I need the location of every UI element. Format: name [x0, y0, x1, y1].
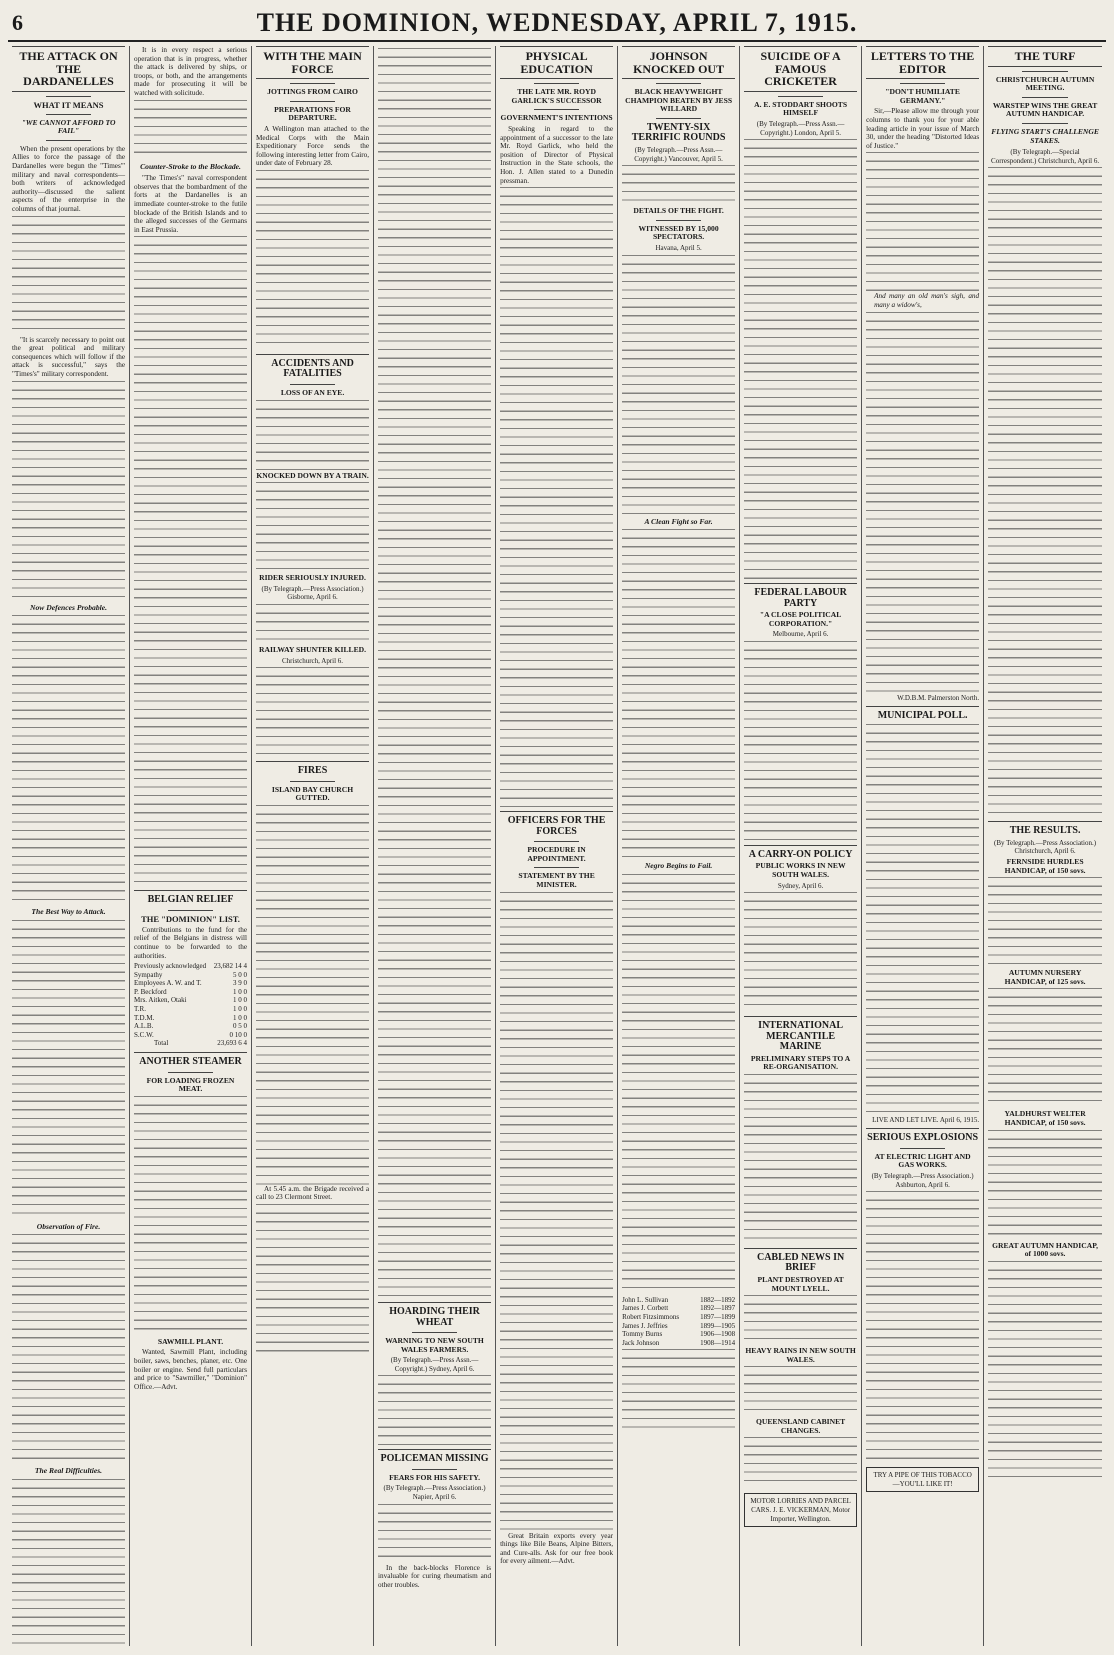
letter-opening: Sir,—Please allow me through your columns to thank you for your able leading article in your issue of March 30, under the heading "Distorted Ideas of Justice.": [866, 107, 980, 150]
table-row: [134, 971, 247, 980]
headline-explosions: SERIOUS EXPLOSIONS: [867, 1132, 979, 1144]
champion-name: John L. Sullivan: [622, 1295, 669, 1304]
section-heading: The Real Difficulties.: [34, 1466, 103, 1476]
byline: (By Telegraph.—Press Association.) Christchurch, April 6.: [994, 838, 1097, 856]
page-number: 6: [12, 10, 23, 35]
subhead-stoddart: A. E. STODDART SHOOTS HIMSELF: [754, 99, 848, 118]
row-label: T.D.M.: [134, 1013, 155, 1022]
champion-name: Jack Johnson: [622, 1338, 660, 1347]
table-row: [134, 996, 247, 1005]
advertisement: MOTOR LORRIES AND PARCEL CARS. J. E. VICKERMAN, Motor Importer, Wellington.: [744, 1493, 857, 1527]
article-lead: Speaking in regard to the appointment of a successor to the late Mr. Royd Garlick, who held the position of Director of Physical Instruction in the State schools, the Hon. J. Allen stated to a Dunedin pressman.: [500, 124, 614, 185]
table-row: [622, 1304, 735, 1313]
headline-officers: OFFICERS FOR THE FORCES: [507, 815, 606, 837]
race-heading: FERNSIDE HURDLES HANDICAP, of 150 sovs.: [1004, 857, 1086, 875]
column-9: [984, 46, 1106, 1646]
table-row: [622, 1296, 735, 1305]
column-8: [862, 46, 984, 1646]
signoff: W.D.B.M. Palmerston North.: [897, 693, 980, 702]
article-para: It is in every respect a serious operation that is in progress, whether the attack is delivered by ships, or troops, or both, and the arrangements made for prosecuting it will be watched with solicitude.: [134, 46, 248, 97]
subhead-public-works: PUBLIC WORKS IN NEW SOUTH WALES.: [755, 861, 846, 880]
article-para: "The Times's" naval correspondent observes that the bombardment of the forts at the Dardanelles is an immediate counter-stroke to the futile blockade of the British Islands and to the alleged successes of the Germans in East Prussia.: [134, 174, 248, 234]
subhead-departure: PREPARATIONS FOR DEPARTURE.: [274, 104, 351, 123]
row-amount: 1 0 0: [233, 996, 248, 1005]
row-amount: 5 0 0: [233, 970, 248, 979]
table-row: [134, 1022, 247, 1031]
headline-fires: FIRES: [297, 765, 328, 777]
byline: (By Telegraph.—Press Association.) Gisborne, April 6.: [261, 584, 364, 602]
subhead-warstep: WARSTEP WINS THE GREAT AUTUMN HANDICAP.: [992, 100, 1098, 119]
row-label: A.L.B.: [134, 1022, 154, 1031]
table-row: [134, 988, 247, 997]
table-row: [134, 1031, 247, 1040]
column-1: [8, 46, 130, 1646]
champion-name: James J. Corbett: [622, 1304, 669, 1313]
column-2: [130, 46, 252, 1646]
column-7: [740, 46, 862, 1646]
headline-cricketer: SUICIDE OF A FAMOUS CRICKETER: [744, 46, 857, 92]
table-row: [134, 1039, 247, 1048]
section-heading: Counter-Stroke to the Blockade.: [140, 161, 241, 171]
subhead-safety: FEARS FOR HIS SAFETY.: [389, 1472, 480, 1482]
race-heading: AUTUMN NURSERY HANDICAP, of 125 sovs.: [1004, 968, 1086, 986]
subhead-mount-lyell: PLANT DESTROYED AT MOUNT LYELL.: [757, 1274, 844, 1293]
subhead-government: GOVERNMENT'S INTENTIONS: [500, 113, 613, 123]
champion-name: Tommy Burns: [622, 1330, 663, 1339]
section-heading: Negro Begins to Fail.: [644, 861, 713, 871]
table-row: [134, 962, 247, 971]
race-heading: YALDHURST WELTER HANDICAP, of 150 sovs.: [1004, 1109, 1086, 1127]
poem-line: And many an old man's sigh, and many a widow's,: [874, 292, 980, 309]
headline-turf: THE TURF: [988, 46, 1102, 67]
subhead-gas-works: AT ELECTRIC LIGHT AND GAS WORKS.: [874, 1151, 971, 1170]
champion-years: 1882—1892: [700, 1295, 736, 1304]
subhead-what-it-means: WHAT IT MEANS: [33, 99, 104, 110]
headline-another-steamer: ANOTHER STEAMER: [139, 1056, 242, 1068]
row-amount: 0 5 0: [233, 1022, 248, 1031]
row-label: Sympathy: [134, 970, 163, 979]
subhead-church: ISLAND BAY CHURCH GUTTED.: [271, 784, 354, 803]
signoff: LIVE AND LET LIVE. April 6, 1915.: [872, 1115, 980, 1124]
subhead-minister: STATEMENT BY THE MINISTER.: [518, 871, 595, 889]
dateline: Melbourne, April 6.: [772, 630, 829, 639]
article-para: At 5.45 a.m. the Brigade received a call to 23 Clermont Street.: [256, 1184, 370, 1202]
row-amount: 23,682 14 4: [213, 962, 248, 971]
row-amount: 0 10 0: [229, 1030, 248, 1039]
masthead: [8, 6, 1106, 42]
article-para: "It is scarcely necessary to point out the great political and military consequences which will follow if the attack is successful," says the "Times's" military correspondent.: [12, 335, 126, 379]
headline-municipal-poll: MUNICIPAL POLL.: [877, 710, 968, 722]
byline: (By Telegraph.—Press Assn.—Copyright.) London, April 5.: [756, 119, 845, 137]
champion-years: 1892—1897: [700, 1304, 736, 1313]
champion-years: 1899—1905: [700, 1321, 736, 1330]
row-amount: 1 0 0: [233, 987, 248, 996]
byline: (By Telegraph.—Press Assn.—Copyright.) Sydney, April 6.: [390, 1356, 479, 1373]
headline-labour: FEDERAL LABOUR PARTY: [754, 587, 847, 609]
byline: (By Telegraph.—Special Correspondent.) Christchurch, April 6.: [991, 148, 1100, 165]
subhead-christchurch: CHRISTCHURCH AUTUMN MEETING.: [995, 74, 1095, 93]
subhead-spectators: WITNESSED BY 15,000 SPECTATORS.: [638, 223, 719, 242]
subhead-procedure: PROCEDURE IN APPOINTMENT.: [527, 845, 586, 863]
row-label: Employees A. W. and T.: [134, 979, 202, 988]
headline-main-force: WITH THE MAIN FORCE: [256, 46, 369, 79]
section-heading: The Best Way to Attack.: [31, 907, 106, 917]
row-label: P. Beckford: [134, 987, 167, 996]
list-intro: Contributions to the fund for the relief of the Belgians in distress will continue to be forwarded to the authorities.: [134, 925, 248, 960]
headline-letters: LETTERS TO THE EDITOR: [866, 46, 979, 79]
ad-text: In the back-blocks Florence is invaluable for curing rheumatism and other troubles.: [378, 1563, 492, 1589]
subhead-queensland: QUEENSLAND CABINET CHANGES.: [755, 1417, 846, 1435]
champion-name: James J. Jeffries: [622, 1321, 668, 1330]
subhead-humiliate: "DON'T HUMILIATE GERMANY.": [885, 87, 960, 105]
total-label: Total: [154, 1039, 169, 1048]
champion-years: 1908—1914: [700, 1338, 736, 1347]
section-heading: Observation of Fire.: [36, 1221, 101, 1231]
table-row: [134, 979, 247, 988]
subhead-loss-of-eye: LOSS OF AN EYE.: [280, 387, 345, 397]
champion-name: Robert Fitzsimmons: [622, 1312, 680, 1321]
headline-mercantile: INTERNATIONAL MERCANTILE MARINE: [758, 1020, 844, 1053]
subhead-details: DETAILS OF THE FIGHT.: [633, 206, 724, 216]
ad-text: Wanted, Sawmill Plant, including boiler, saws, benches, planer, etc. One boiler or engine. Send full particulars and price to "Sawmiller," "Dominion" Office.—Advt.: [134, 1348, 248, 1391]
subhead-rounds: TWENTY-SIX TERRIFIC ROUNDS: [631, 121, 726, 144]
table-row: [622, 1339, 735, 1348]
headline-cabled-news: CABLED NEWS IN BRIEF: [756, 1251, 845, 1274]
subhead-cairo: JOTTINGS FROM CAIRO: [267, 87, 358, 97]
article-lead: A Wellington man attached to the Medical Corps with the Main Expeditionary Force sends the following interesting letter from Cairo, under date of February 28.: [256, 124, 370, 168]
column-6: [618, 46, 740, 1646]
section-heading: Now Defences Probable.: [30, 602, 107, 612]
champion-years: 1897—1899: [700, 1312, 736, 1321]
dateline: Christchurch, April 6.: [282, 656, 344, 665]
subhead-flying-start: FLYING START'S CHALLENGE STAKES.: [991, 126, 1099, 145]
subhead-dominion-list: THE "DOMINION" LIST.: [141, 913, 240, 924]
subhead-shunter: RAILWAY SHUNTER KILLED.: [259, 644, 367, 654]
subhead-corporation: "A CLOSE POLITICAL CORPORATION.": [759, 610, 842, 628]
dateline: Havana, April 5.: [655, 243, 702, 252]
headline-dardanelles: THE ATTACK ON THE DARDANELLES: [12, 46, 125, 92]
section-heading: A Clean Fight so Far.: [644, 516, 713, 526]
total-amount: 23,693 6 4: [217, 1039, 248, 1048]
row-label: Mrs. Aitken, Otaki: [134, 996, 187, 1005]
headline-hoarding: HOARDING THEIR WHEAT: [389, 1306, 480, 1328]
headline-belgian-relief: BELGIAN RELIEF: [147, 894, 234, 906]
table-row: [622, 1313, 735, 1322]
headline-policeman: POLICEMAN MISSING: [380, 1453, 489, 1465]
row-label: T.R.: [134, 1005, 146, 1014]
byline: (By Telegraph.—Press Association.) Napier, April 6.: [383, 1484, 486, 1502]
subhead-garlick: THE LATE MR. ROYD GARLICK'S SUCCESSOR: [511, 87, 602, 105]
table-row: [134, 1005, 247, 1014]
columns: [8, 46, 1106, 1646]
column-4: [374, 46, 496, 1646]
subhead-reorganisation: PRELIMINARY STEPS TO A RE-ORGANISATION.: [750, 1053, 851, 1072]
champion-years: 1906—1908: [700, 1330, 736, 1339]
subhead-heavy-rains: HEAVY RAINS IN NEW SOUTH WALES.: [745, 1346, 856, 1364]
headline-physical-education: PHYSICAL EDUCATION: [500, 46, 613, 79]
row-label: S.C.W.: [134, 1030, 154, 1039]
row-amount: 1 0 0: [233, 1005, 248, 1014]
headline-carry-on: A CARRY-ON POLICY: [748, 848, 853, 860]
ad-text: Great Britain exports every year things like Bile Beans, Alpine Bitters, and Cure-alls. Ask for our free book for every ailment.—Advt.: [500, 1531, 614, 1566]
headline-results: THE RESULTS.: [1009, 825, 1081, 837]
article-lead: When the present operations by the Allies to force the passage of the Dardanelles were begun the "Times'" military and naval correspondents—both writers of acknowledged authority—discussed the salient aspects of the enterprise in the columns of that journal.: [12, 144, 126, 214]
subhead-frozen-meat: FOR LOADING FROZEN MEAT.: [146, 1075, 235, 1094]
subhead-train: KNOCKED DOWN BY A TRAIN.: [256, 470, 369, 480]
column-5: [496, 46, 618, 1646]
table-row: [622, 1330, 735, 1339]
dateline: Sydney, April 6.: [777, 881, 824, 890]
subhead-afford-to-fail: "WE CANNOT AFFORD TO FAIL": [21, 117, 116, 136]
ad-title: SAWMILL PLANT.: [157, 1336, 224, 1346]
subhead-willard: BLACK HEAVYWEIGHT CHAMPION BEATEN BY JESS WILLARD: [625, 87, 733, 114]
row-amount: 3 9 0: [233, 979, 248, 988]
subhead-farmers: WARNING TO NEW SOUTH WALES FARMERS.: [385, 1336, 484, 1354]
champions-table: [622, 1296, 735, 1348]
newspaper-title: THE DOMINION, WEDNESDAY, APRIL 7, 1915.: [256, 8, 858, 37]
table-row: [134, 1014, 247, 1023]
race-heading: GREAT AUTUMN HANDICAP, of 1000 sovs.: [992, 1240, 1099, 1259]
subhead-rider: RIDER SERIOUSLY INJURED.: [259, 573, 366, 583]
row-label: Previously acknowledged: [134, 962, 207, 971]
advertisement: TRY A PIPE OF THIS TOBACCO—YOU'LL LIKE IT!: [866, 1467, 979, 1492]
table-row: [622, 1322, 735, 1331]
contributions-table: [134, 962, 247, 1048]
column-3: [252, 46, 374, 1646]
row-amount: 1 0 0: [233, 1013, 248, 1022]
headline-johnson: JOHNSON KNOCKED OUT: [622, 46, 735, 79]
headline-accidents: ACCIDENTS AND FATALITIES: [271, 357, 354, 380]
byline: (By Telegraph.—Press Assn.—Copyright.) Vancouver, April 5.: [634, 145, 723, 163]
byline: (By Telegraph.—Press Association.) Ashburton, April 6.: [871, 1171, 974, 1189]
